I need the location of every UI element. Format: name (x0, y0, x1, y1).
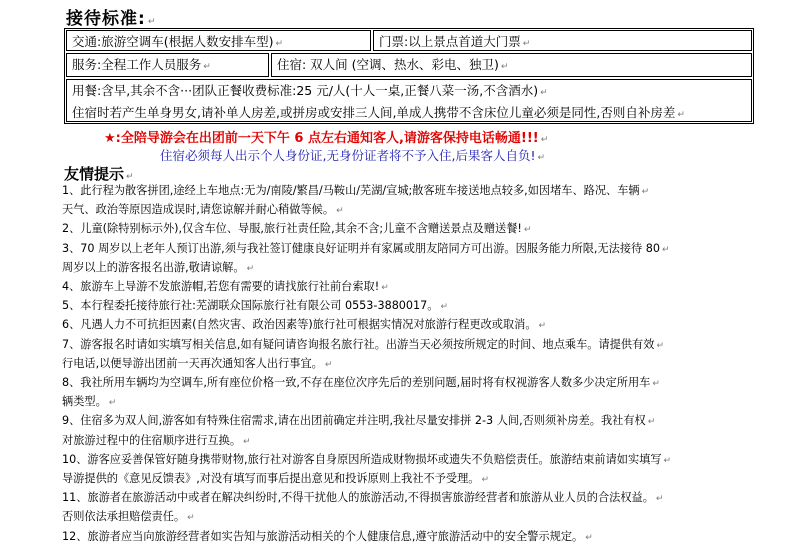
paragraph-mark-icon: ↵ (652, 379, 660, 390)
paragraph-mark-icon: ↵ (243, 436, 251, 447)
cell-accommodation: 住宿: 双人间 (空调、热水、彩电、独卫) ↵ (271, 53, 752, 77)
paragraph-mark-icon: ↵ (663, 455, 672, 466)
tip-text: 11、旅游者在旅游活动中或者在解决纠纷时,不得干扰他人的旅游活动,不得损害旅游经营者和旅游从业人员的合法权益。 (62, 491, 654, 505)
tip-line (62, 393, 722, 412)
paragraph-mark-icon: ↵ (336, 206, 344, 217)
paragraph-mark-icon: ↵ (500, 62, 509, 72)
paragraph-mark-icon: ↵ (537, 153, 546, 163)
tip-line (62, 374, 722, 393)
heading-text: 接待标准: (66, 9, 146, 29)
paragraph-mark-icon: ↵ (481, 475, 490, 486)
paragraph-mark-icon: ↵ (187, 513, 195, 524)
reception-standards-heading (66, 4, 156, 29)
paragraph-mark-icon: ↵ (647, 417, 656, 428)
tip-text: 6、凡遇人力不可抗拒因素(自然灾害、政治因素等)旅行社可根据实情况对旅游行程更改或取消。 (62, 318, 537, 332)
tip-text: 1、此行程为散客拼团,途经上车地点:无为/南陵/繁昌/马鞍山/芜湖/宣城;散客班车接送地点较多,如因堵车、路况、车辆 (62, 184, 640, 197)
tip-line (62, 336, 722, 355)
tip-text: 8、我社所用车辆均为空调车,所有座位价格一致,不存在座位次序先后的差别问题,届时将有权视游客人数多少决定所用车 (62, 376, 651, 390)
tips-list (62, 182, 722, 547)
tip-text: 12、旅游者应当向旅游经营者如实告知与旅游活动相关的个人健康信息,遵守旅游活动中的安全警示规定。 (62, 529, 584, 543)
tip-text: 4、旅游车上导游不发旅游帽,若您有需要的请找旅行社前台索取! (62, 280, 380, 294)
tip-text: 导游提供的《意见反馈表》,对没有填写而事后提出意见和投诉原则上我社不予受理。 (62, 472, 480, 486)
paragraph-mark-icon: ↵ (246, 263, 255, 274)
paragraph-mark-icon: ↵ (324, 359, 333, 370)
paragraph-mark-icon: ↵ (440, 302, 449, 313)
tip-line (62, 432, 722, 451)
tip-line (62, 412, 722, 431)
tip-text: 5、本行程委托接待旅行社:芜湖联众国际旅行社有限公司 0553-3880017。 (62, 299, 439, 313)
paragraph-mark-icon: ↵ (656, 340, 664, 351)
meals-line-1: 用餐:含早,其余不含···团队正餐收费标准:25 元/人(十人一桌,正餐八菜一汤,不含酒水) ↵ (72, 83, 548, 98)
paragraph-mark-icon: ↵ (538, 321, 547, 332)
paragraph-mark-icon: ↵ (523, 225, 532, 236)
paragraph-mark-icon: ↵ (203, 62, 211, 72)
paragraph-mark-icon: ↵ (662, 244, 670, 255)
tip-text: 2、儿童(除特别标示外),仅含车位、导服,旅行社责任险,其余不含;儿童不含赠送景点及赠送餐! (62, 222, 522, 236)
paragraph-mark-icon: ↵ (540, 135, 549, 145)
tip-line (62, 470, 722, 489)
paragraph-mark-icon: ↵ (126, 172, 134, 182)
tip-text: 3、70 周岁以上老年人预订出游,须与我社签订健康良好证明并有家属或朋友陪同方可出游。因服务能力所限,无法接待 80 (62, 241, 661, 255)
notice-red (104, 127, 548, 146)
paragraph-mark-icon: ↵ (585, 532, 593, 543)
tip-text: 天气、政治等原因造成误时,请您谅解并耐心稍做等候。 (62, 203, 335, 217)
standards-table (64, 28, 754, 124)
paragraph-mark-icon: ↵ (522, 39, 531, 49)
paragraph-mark-icon: ↵ (540, 88, 548, 98)
tip-line (62, 508, 722, 527)
paragraph-mark-icon: ↵ (381, 283, 389, 294)
tip-text: 10、游客应妥善保管好随身携带财物,旅行社对游客自身原因所造成财物损坏或遗失不负赔偿责任。旅游结束前请如实填写 (62, 452, 662, 466)
cell-transport: 交通:旅游空调车(根据人数安排车型) ↵ (66, 30, 371, 51)
cell-meals (66, 79, 752, 122)
paragraph-mark-icon: ↵ (108, 398, 117, 409)
star-icon: ★: (104, 131, 121, 146)
paragraph-mark-icon: ↵ (655, 494, 664, 505)
cell-service: 服务:全程工作人员服务 ↵ (66, 53, 269, 77)
tip-line (62, 528, 722, 547)
tip-line (62, 297, 722, 316)
tip-text: 7、游客报名时请如实填写相关信息,如有疑问请咨询报名旅行社。出游当天必须按所规定的时间、地点乘车。请提供有效 (62, 337, 655, 351)
tip-text: 对旅游过程中的住宿顺序进行互换。 (62, 433, 242, 447)
paragraph-mark-icon: ↵ (147, 17, 157, 27)
cell-tickets: 门票:以上景点首道大门票 ↵ (373, 30, 752, 51)
tip-text: 辆类型。 (62, 395, 107, 409)
tip-text: 行电话,以便导游出团前一天再次通知客人出行事宜。 (62, 356, 323, 370)
tip-text: 否则依法承担赔偿责任。 (62, 510, 186, 524)
tip-line (62, 201, 722, 220)
friendly-tips-heading (64, 163, 134, 184)
tip-line (62, 355, 722, 374)
notice-blue-text: 住宿必须每人出示个人身份证,无身份证者将不予入住,后果客人自负! (160, 148, 536, 163)
paragraph-mark-icon: ↵ (641, 187, 650, 197)
tip-line (62, 220, 722, 239)
notice-blue (160, 146, 545, 164)
tip-line (62, 240, 722, 259)
tip-line (62, 316, 722, 335)
tip-text: 周岁以上的游客报名出游,敬请谅解。 (62, 260, 245, 274)
tip-text: 9、住宿多为双人间,游客如有特殊住宿需求,请在出团前确定并注明,我社尽量安排拼 2-3 人间,否则须补房差。我社有权 (62, 414, 646, 428)
meals-line-2: 住宿时若产生单身男女,请补单人房差,或拼房或安排三人间,单成人携带不含床位儿童必须是同性,否则自补房差 ↵ (72, 105, 685, 120)
tip-line (62, 182, 722, 201)
tip-line (62, 278, 722, 297)
tip-line (62, 451, 722, 470)
notice-red-text: 全陪导游会在出团前一天下午 6 点左右通知客人,请游客保持电话畅通!!! (120, 131, 539, 146)
tips-heading-text: 友情提示 (64, 165, 125, 183)
tip-line (62, 489, 722, 508)
paragraph-mark-icon: ↵ (677, 110, 685, 120)
paragraph-mark-icon: ↵ (275, 39, 284, 49)
tip-line (62, 259, 722, 278)
